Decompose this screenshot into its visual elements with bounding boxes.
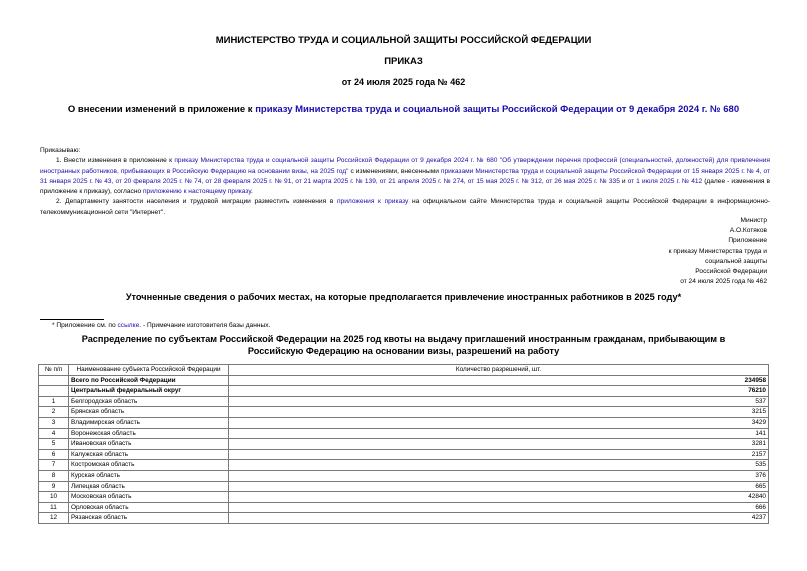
quota-table (38, 364, 769, 524)
distribution-title: Распределение по субъектам Российской Федерации на 2025 год квоты на выдачу приглашений иностранным гражданам, прибывающим в Российскую Федерацию на основании визы, разрешений на работу (81, 334, 726, 356)
row-number: 7 (39, 460, 69, 471)
col-number-header: № п/п (39, 365, 69, 376)
p1-text-e: (далее - изменения в приложение к приказу), согласно (40, 177, 770, 196)
permit-count: 3429 (229, 417, 769, 428)
table-row-district (39, 386, 769, 397)
table-row (39, 396, 769, 407)
footnote-suffix: . - Примечание изготовителя базы данных. (139, 322, 271, 329)
permit-count: 4237 (229, 513, 769, 524)
district-label: Центральный федеральный округ (69, 386, 229, 397)
footnote-link[interactable]: ссылке (117, 322, 140, 329)
document-title-prefix: О внесении изменений в приложение к (67, 104, 256, 115)
row-number: 8 (39, 470, 69, 481)
appendix-line-3: Российской Федерации (695, 268, 767, 276)
table-row (39, 502, 769, 513)
region-name: Ивановская область (69, 439, 229, 450)
row-number: 11 (39, 502, 69, 513)
signer-name: А.О.Котяков (729, 227, 767, 235)
permit-count: 376 (229, 470, 769, 481)
appendix-line-2: социальной защиты (705, 257, 767, 265)
table-row (39, 449, 769, 460)
region-name: Калужская область (69, 449, 229, 460)
paragraph-1 (40, 156, 770, 197)
region-name: Курская область (69, 470, 229, 481)
footnote (52, 322, 270, 329)
p1-text-a: 1. Внести изменения в приложение к (56, 157, 175, 165)
p1-text-f: . (250, 188, 253, 196)
appendix-line-4: от 24 июля 2025 года № 462 (680, 278, 767, 286)
row-number: 1 (39, 396, 69, 407)
row-number: 4 (39, 428, 69, 439)
footnote-prefix: * Приложение см. по (52, 322, 118, 329)
row-number: 5 (39, 439, 69, 450)
table-row (39, 439, 769, 450)
document-type: ПРИКАЗ (384, 56, 423, 67)
region-name: Воронежская область (69, 428, 229, 439)
order-680-link[interactable]: приказу Министерства труда и социальной защиты Российской Федерации от 9 декабря 2024 г. № 680 "Об утверждении перечня профессий (специальностей, должностей) для привлечения иностранных работников, прибывающих в Российскую Федерацию на основании визы, на 2025 год" (40, 157, 770, 175)
total-label: Всего по Российской Федерации (69, 375, 229, 386)
table-row (39, 428, 769, 439)
document-date-number: от 24 июля 2025 года № 462 (341, 77, 466, 87)
permit-count: 3281 (229, 439, 769, 450)
permit-count: 535 (229, 460, 769, 471)
row-number: 2 (39, 407, 69, 418)
table-cell (39, 375, 69, 386)
p2-text-b: на официальном сайте Министерства труда и социальной защиты Российской Федерации в информационно-телекоммуникационной сети "Интернет". (40, 198, 770, 216)
table-row (39, 481, 769, 492)
p1-text-b: с изменениями, внесенными (348, 167, 441, 175)
region-name: Белгородская область (69, 396, 229, 407)
appendix-label: Приложение (728, 237, 767, 245)
region-name: Липецкая область (69, 481, 229, 492)
appendix-link[interactable]: приложению к настоящему приказу (142, 188, 251, 196)
row-number: 12 (39, 513, 69, 524)
region-name: Брянская область (69, 407, 229, 418)
region-name: Рязанская область (69, 513, 229, 524)
district-value: 76210 (229, 386, 769, 397)
table-row (39, 492, 769, 503)
row-number: 10 (39, 492, 69, 503)
region-name: Московская область (69, 492, 229, 503)
total-value: 234958 (229, 375, 769, 386)
region-name: Владимирская область (69, 417, 229, 428)
col-region-header: Наименование субъекта Российской Федерации (69, 365, 229, 376)
paragraph-2 (40, 197, 770, 218)
table-header-row (39, 365, 769, 376)
table-row (39, 470, 769, 481)
table-row (39, 460, 769, 471)
permit-count: 666 (229, 502, 769, 513)
col-count-header: Количество разрешений, шт. (229, 365, 769, 376)
amending-order-july-link[interactable]: от 1 июля 2025 г. № 412 (627, 177, 703, 185)
row-number: 3 (39, 417, 69, 428)
title-order-link[interactable]: приказу Министерства труда и социальной защиты Российской Федерации от 9 декабря 2024 г. № 680 (255, 104, 740, 115)
permit-count: 665 (229, 481, 769, 492)
signature-block (547, 216, 767, 287)
table-row (39, 417, 769, 428)
table-cell (39, 386, 69, 397)
signer-position: Министр (740, 217, 767, 224)
order-body (40, 146, 770, 218)
amending-orders-may-link[interactable]: от 15 мая 2025 г. № 312, от 26 мая 2025 г. № 335 (467, 177, 620, 185)
row-number: 9 (39, 481, 69, 492)
p2-text-a: 2. Департаменту занятости населения и трудовой миграции разместить изменения в (56, 198, 337, 206)
order-word: Приказываю: (40, 147, 81, 154)
region-name: Костромская область (69, 460, 229, 471)
p1-text-c: , (463, 177, 468, 185)
amending-orders-link[interactable]: приказами Министерства труда и социальной защиты Российской Федерации от 15 января 2025 г. № 4, от 31 января 2025 г. № 43, от 20 февраля 2025 г. № 74, от 28 февраля 2025 г. № 91, от 21 марта 2025 г. № 139, от 21 апреля 2025 г. № 274 (40, 167, 770, 185)
region-name: Орловская область (69, 502, 229, 513)
permit-count: 141 (229, 428, 769, 439)
row-number: 6 (39, 449, 69, 460)
permit-count: 42840 (229, 492, 769, 503)
table-row (39, 513, 769, 524)
section-title: Уточненные сведения о рабочих местах, на которые предполагается привлечение иностранных работников в 2025 году* (125, 292, 682, 302)
document-title (0, 104, 807, 115)
permit-count: 2157 (229, 449, 769, 460)
appendix-line-1: к приказу Министерства труда и (668, 247, 767, 255)
table-row (39, 407, 769, 418)
ministry-heading: МИНИСТЕРСТВО ТРУДА И СОЦИАЛЬНОЙ ЗАЩИТЫ РОССИЙСКОЙ ФЕДЕРАЦИИ (215, 35, 592, 46)
footnote-divider (40, 319, 104, 320)
permit-count: 537 (229, 396, 769, 407)
appendix-changes-link[interactable]: приложения к приказу (336, 198, 409, 206)
p1-text-d: и (619, 177, 628, 185)
table-row-total (39, 375, 769, 386)
permit-count: 3215 (229, 407, 769, 418)
